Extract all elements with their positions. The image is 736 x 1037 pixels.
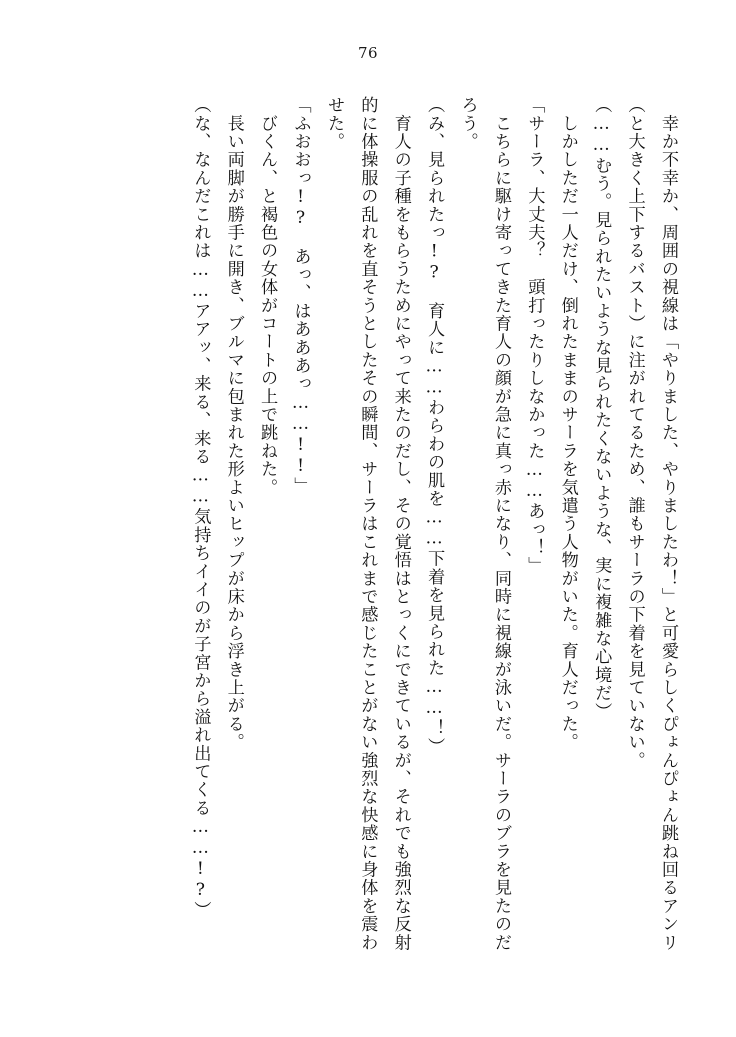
- page-number: 76: [357, 44, 379, 62]
- paragraph: （……むう。見られたいような見られたくないような、実に複雑な心境だ）: [591, 96, 612, 721]
- paragraph: 幸か不幸か、周囲の視線は「やりました、やりましたわ！」と可愛らしくぴょんぴょん跳ね回るアンリ（と大きく上下するバスト）に注がれてるため、誰もサーラの下着を見ていない。: [624, 96, 678, 952]
- paragraph: （み、見られたっ!? 育人に……わらわの肌を……下着を見られた……！）: [424, 96, 445, 756]
- paragraph: しかしただ一人だけ、倒れたままのサーラを気遣う人物がいた。育人だった。: [557, 96, 578, 752]
- paragraph: 「ふおおっ!? あっ、はあああっ……!!」: [290, 96, 311, 495]
- paragraph: こちらに駆け寄ってきた育人の顔が急に真っ赤になり、同時に視線が泳いだ。サーラのブラを見たのだろう。: [457, 96, 511, 952]
- paragraph: びくん、と褐色の女体がコートの上で跳ねた。: [257, 96, 278, 497]
- paragraph: （な、なんだこれは……アアッ、来る、来る……気持ちイイのが子宮から溢れ出てくる……!?）: [190, 96, 211, 920]
- body-text: [52, 96, 684, 956]
- paragraph: 長い両脚が勝手に開き、ブルマに包まれた形よいヒップが床から浮き上がる。: [223, 96, 244, 752]
- paragraph: 「サーラ、大丈夫？ 頭打ったりしなかった……あっ！」: [524, 96, 545, 575]
- paragraph: 育人の子種をもらうためにやって来たのだし、その覚悟はとっくにできているが、それでも強烈な反射的に体操服の乱れを直そうとしたその瞬間、サーラはこれまで感じたことがない強烈な快感に身体を震わせた。: [323, 96, 411, 952]
